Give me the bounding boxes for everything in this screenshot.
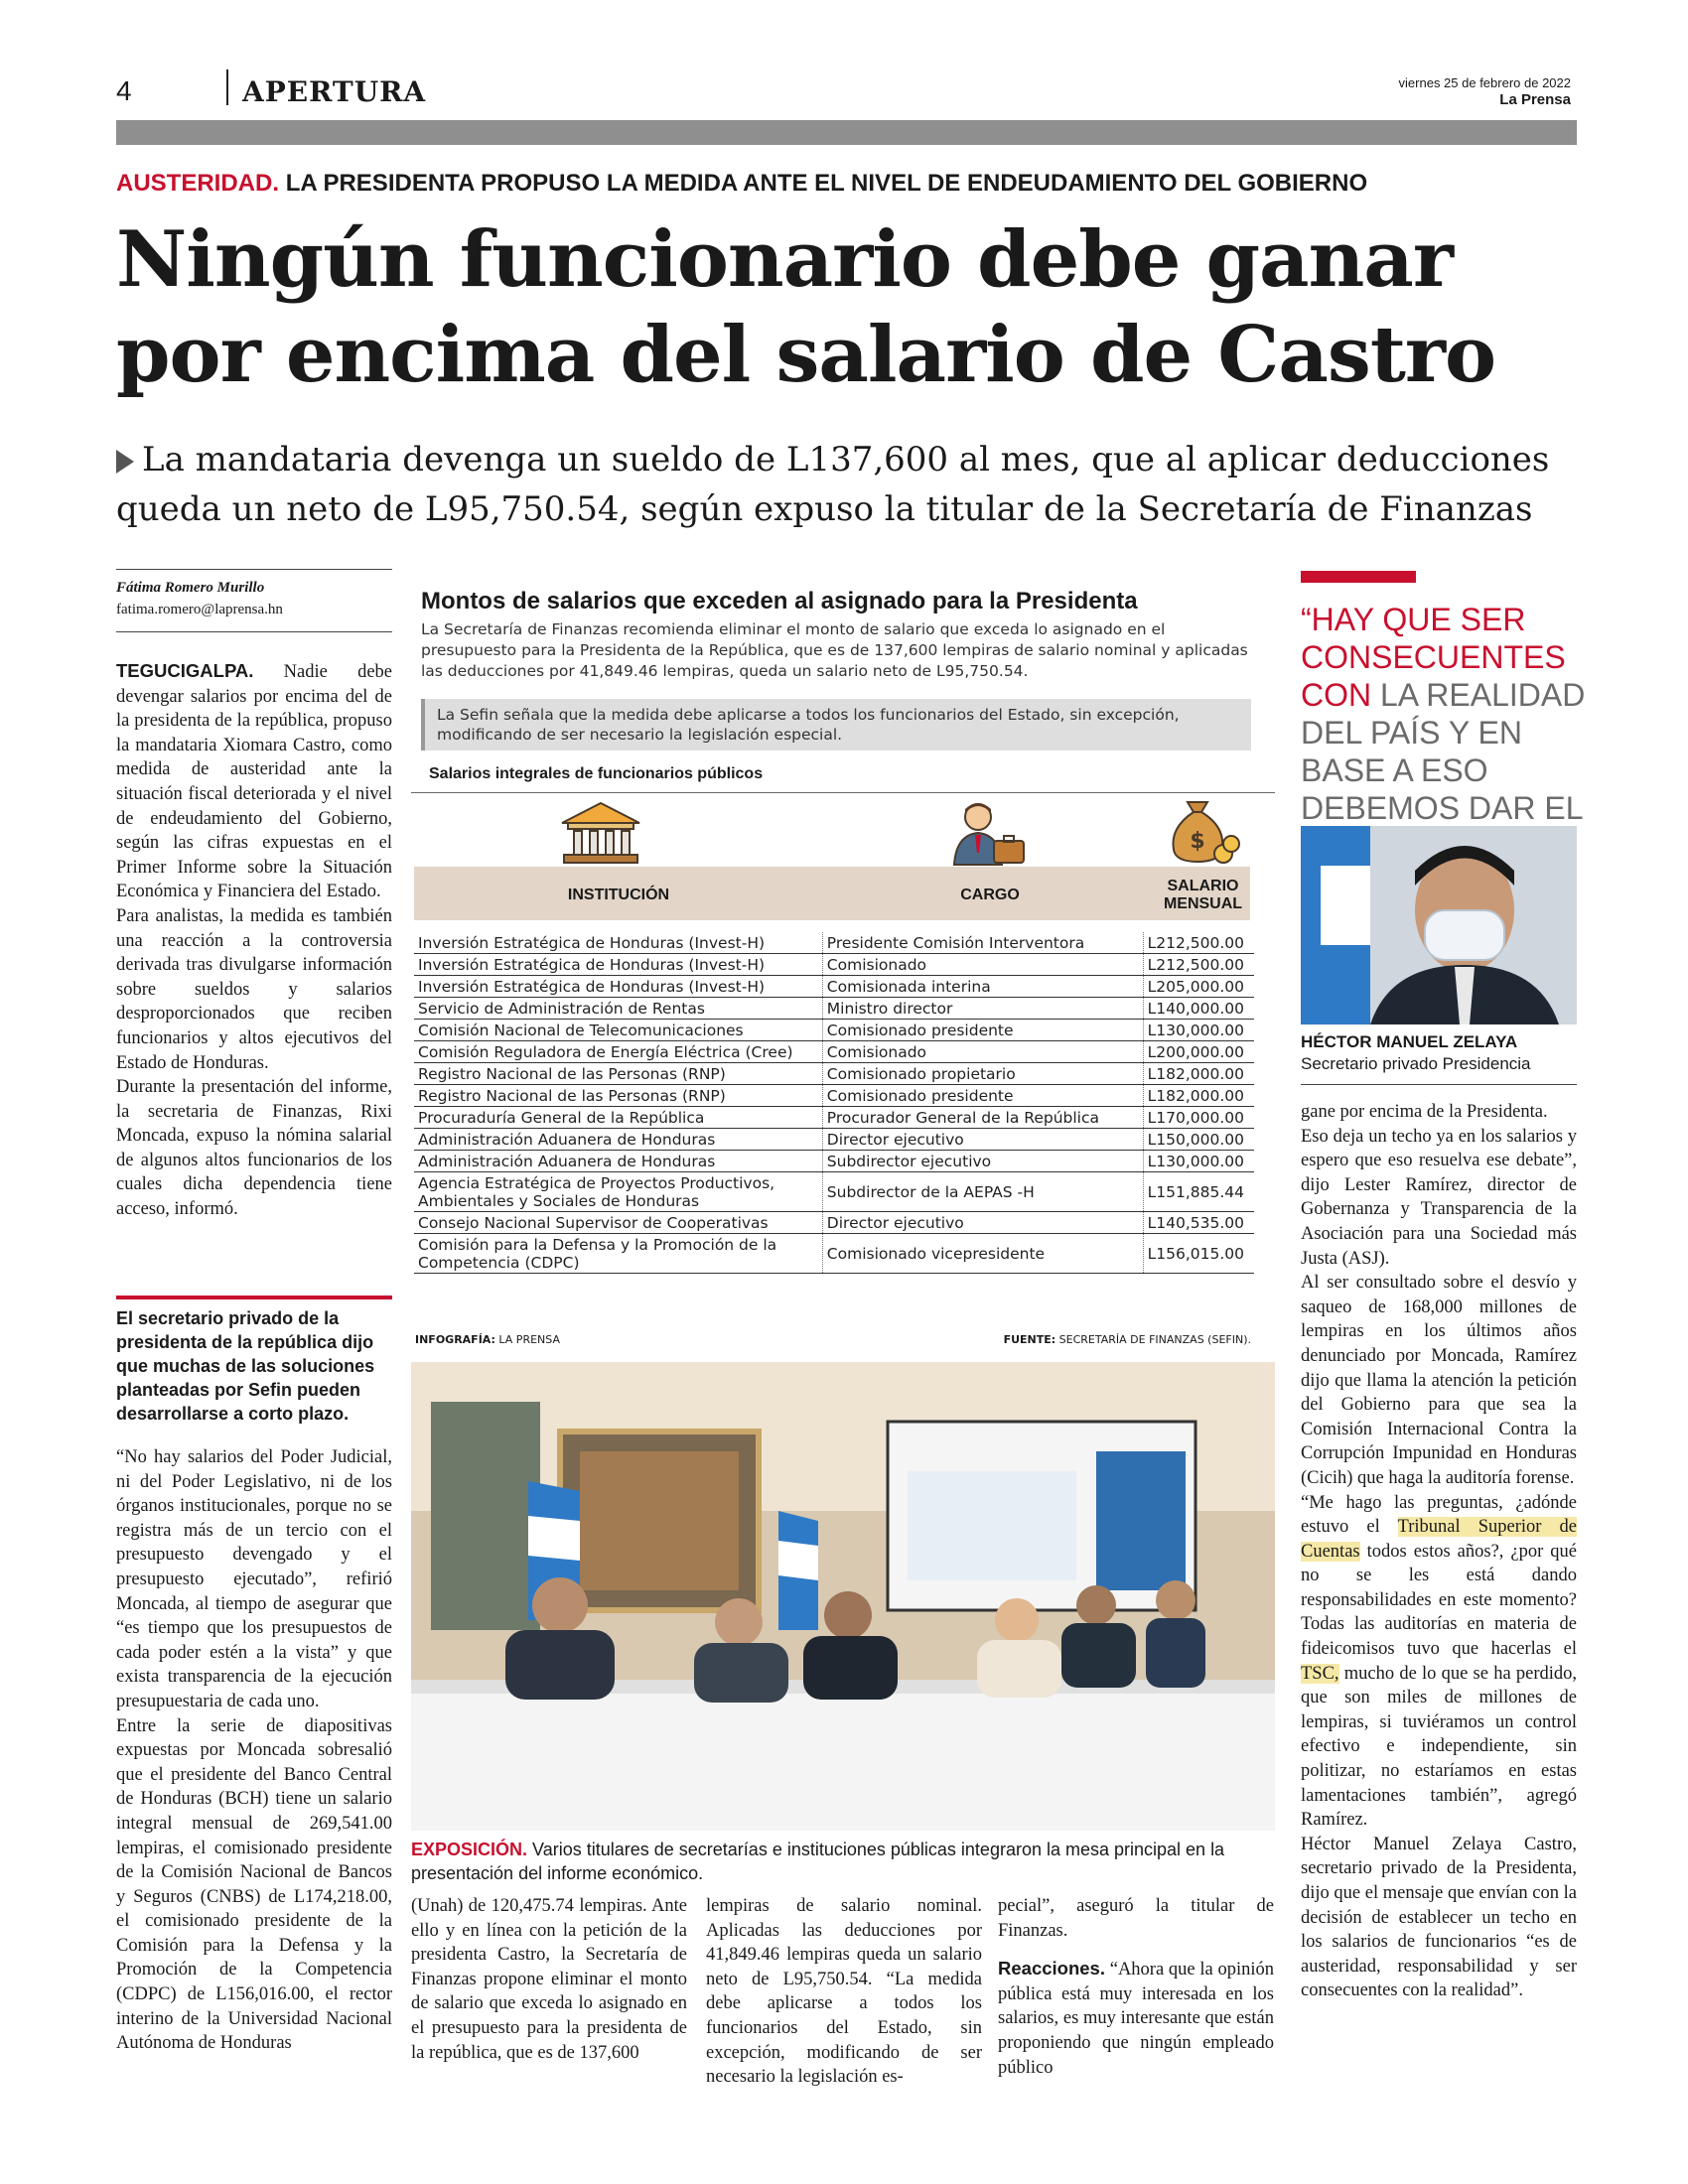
cell-institucion: Inversión Estratégica de Honduras (Invest-H)	[414, 954, 822, 976]
cell-salario: L170,000.00	[1143, 1107, 1254, 1129]
infographic-rule	[411, 792, 1275, 793]
cell-institucion: Registro Nacional de las Personas (RNP)	[414, 1063, 822, 1085]
cell-institucion: Administración Aduanera de Honduras	[414, 1151, 822, 1172]
cell-cargo: Comisionado presidente	[822, 1085, 1143, 1107]
body-paragraph: Para analistas, la medida es también una reacción a la controversia derivada tras divulgarse información sobre sueldos y salarios desproporcionados que reciben funcionarios y altos ejecutivos del Estado de Honduras.	[116, 905, 392, 1073]
infographic-note: La Sefin señala que la medida debe aplicarse a todos los funcionarios del Estado, sin excepción, modificando de ser necesario la legislación especial.	[421, 699, 1251, 751]
infographic-subtitle: Salarios integrales de funcionarios públicos	[429, 765, 764, 782]
table-row	[414, 1151, 1254, 1172]
column-header-salario: SALARIO MENSUAL	[1163, 878, 1243, 912]
body-column-3	[706, 1894, 982, 2090]
highlight-tsc: Tribunal Superior de Cuentas	[1301, 1517, 1577, 1562]
cell-institucion: Agencia Estratégica de Proyectos Productivos, Ambientales y Sociales de Honduras	[414, 1172, 822, 1212]
cell-institucion: Inversión Estratégica de Honduras (Invest-H)	[414, 932, 822, 954]
body-paragraph: Héctor Manuel Zelaya Castro, secretario privado de la Presidenta, dijo que el mensaje que envían con la decisión de establecer un techo en los salarios de funcionarios “es de austeridad, responsabilidad y ser consecuentes con la realidad”.	[1301, 1834, 1577, 2001]
source-label: FUENTE:	[1003, 1333, 1056, 1346]
cell-institucion: Inversión Estratégica de Honduras (Invest-H)	[414, 976, 822, 998]
portrait-role: Secretario privado Presidencia	[1301, 1054, 1531, 1073]
table-row	[414, 1129, 1254, 1151]
cell-cargo: Comisionado	[822, 1041, 1143, 1063]
cell-cargo: Director ejecutivo	[822, 1129, 1143, 1151]
body-column-2	[411, 1894, 687, 2065]
body-column-5	[1301, 1100, 1577, 2003]
column-header-institucion: INSTITUCIÓN	[567, 887, 670, 903]
page-number: 4	[116, 75, 132, 106]
cell-salario: L140,000.00	[1143, 998, 1254, 1020]
cell-institucion: Servicio de Administración de Rentas	[414, 998, 822, 1020]
text-run: mucho de lo que se ha perdido, que son miles de millones de lempiras, si tuviéramos un control efectivo e independiente, sin politizar, no estaríamos en estas lamentaciones también”, agregó Ramírez.	[1301, 1663, 1578, 1831]
body-paragraph: lempiras de salario nominal. Aplicadas las deducciones por 41,849.46 lempiras queda un salario neto de L95,750.54. “La medida debe aplicarse a todos los funcionarios del Estado, sin excepción, modificando de ser necesario la legislación es-	[706, 1896, 982, 2088]
byline-rule	[116, 631, 392, 632]
cell-salario: L182,000.00	[1143, 1085, 1254, 1107]
pull-quote-grey: LA REALIDAD DEL PAÍS Y EN BASE A ESO DEBEMOS DAR EL	[1301, 677, 1586, 826]
cell-salario: L156,015.00	[1143, 1234, 1254, 1274]
deck	[116, 435, 1586, 534]
table-row	[414, 1020, 1254, 1041]
pull-quote-red: “HAY QUE SER CONSECUENTES CON	[1301, 602, 1566, 713]
quote-rule	[1301, 571, 1416, 583]
body-paragraph: Eso deja un techo ya en los salarios y espero que eso resuelva ese debate”, dijo Lester Ramírez, director de Gobernanza y Transparencia de la Asociación para una Sociedad más Justa (ASJ).	[1301, 1126, 1577, 1269]
infographic-credit	[415, 1333, 560, 1346]
cell-salario: L182,000.00	[1143, 1063, 1254, 1085]
pull-rule	[116, 1296, 392, 1299]
headline-line-1: Ningún funcionario debe ganar	[116, 214, 1453, 305]
table-row	[414, 932, 1254, 954]
text-run: todos estos años?, ¿por qué no se les está dando responsabilidades en este momento? Todas las auditorías en materia de fideicomisos tuvo que hacerlas el	[1301, 1541, 1578, 1660]
header-band	[116, 120, 1577, 145]
cell-salario: L150,000.00	[1143, 1129, 1254, 1151]
svg-text:$: $	[1190, 829, 1205, 854]
officer-icon	[948, 799, 1028, 867]
credit-value: LA PRENSA	[498, 1333, 560, 1346]
cell-salario: L200,000.00	[1143, 1041, 1254, 1063]
subhead: Reacciones.	[998, 1958, 1105, 1979]
author-email[interactable]: fatima.romero@laprensa.hn	[116, 602, 283, 617]
credit-label: INFOGRAFÍA:	[415, 1333, 495, 1346]
table-row	[414, 1234, 1254, 1274]
kicker-text: LA PRESIDENTA PROPUSO LA MEDIDA ANTE EL NIVEL DE ENDEUDAMIENTO DEL GOBIERNO	[285, 170, 1368, 197]
table-row	[414, 998, 1254, 1020]
portrait-photo	[1301, 826, 1577, 1024]
body-paragraph: (Unah) de 120,475.74 lempiras. Ante ello y en línea con la petición de la presidenta Castro, la Secretaría de Finanzas propone eliminar el monto de salario que exceda lo asignado en el presupuesto para la presidenta de la república, que es de 137,600	[411, 1896, 687, 2063]
cell-institucion: Comisión Nacional de Telecomunicaciones	[414, 1020, 822, 1041]
photo-caption	[411, 1838, 1275, 1885]
cell-salario: L212,500.00	[1143, 932, 1254, 954]
pull-summary	[116, 1306, 392, 1426]
cell-salario: L130,000.00	[1143, 1151, 1254, 1172]
author-name: Fátima Romero Murillo	[116, 580, 265, 596]
cell-institucion: Registro Nacional de las Personas (RNP)	[414, 1085, 822, 1107]
headline-line-2: por encima del salario de Castro	[116, 310, 1495, 400]
section-title: APERTURA	[242, 75, 427, 108]
cell-cargo: Comisionado presidente	[822, 1020, 1143, 1041]
table-row	[414, 1063, 1254, 1085]
caption-label: EXPOSICIÓN.	[411, 1840, 528, 1859]
money-bag-icon	[1162, 794, 1241, 866]
table-row	[414, 976, 1254, 998]
highlight-tsc-abbrev: TSC,	[1301, 1663, 1339, 1684]
cell-institucion: Comisión para la Defensa y la Promoción de la Competencia (CDPC)	[414, 1234, 822, 1274]
newspaper-name: La Prensa	[1499, 91, 1571, 108]
table-row	[414, 1085, 1254, 1107]
infographic-title: Montos de salarios que exceden al asignado para la Presidenta	[421, 588, 1138, 614]
cell-cargo: Director ejecutivo	[822, 1212, 1143, 1234]
infographic-intro: La Secretaría de Finanzas recomienda eliminar el monto de salario que exceda lo asignado en el presupuesto para la Presidenta de la República, que es de 137,600 lempiras de salario nominal y aplicadas las deducciones por 41,849.46 lempiras, queda un salario neto de L95,750.54.	[421, 620, 1248, 680]
portrait-name: HÉCTOR MANUEL ZELAYA	[1301, 1032, 1518, 1051]
infographic-source	[1004, 1333, 1251, 1346]
cell-cargo: Comisionado propietario	[822, 1063, 1143, 1085]
cell-cargo: Comisionado	[822, 954, 1143, 976]
body-paragraph: Nadie debe devengar salarios por encima del de la presidenta de la república, propuso la mandataria Xiomara Castro, como medida de austeridad ante la situación fiscal deteriorada y el nivel de endeudamiento del Gobierno, según las cifras expuestas en el Primer Informe sobre la Situación Económica y Financiera del Estado.	[116, 662, 392, 902]
issue-date: viernes 25 de febrero de 2022	[1398, 75, 1571, 90]
table-row	[414, 1212, 1254, 1234]
body-paragraph: Entre la serie de diapositivas expuestas por Moncada sobresalió que el presidente del Banco Central de Honduras (BCH) tiene un salario integral mensual de 269,541.00 lempiras, el comisionado presidente de la Comisión Nacional de Bancos y Seguros (CNBS) de L174,218.00, el comisionado presidente de la Comisión para la Defensa y la Promoción de la Competencia (CDPC) de L156,016.00, el rector interino de la Universidad Nacional Autónoma de Honduras	[116, 1715, 392, 2054]
body-paragraph: Al ser consultado sobre el desvío y saqueo de 168,000 millones de lempiras en los últimos años denunciado por Moncada, Ramírez dijo que llama la atención la petición del Gobierno para que sea la Comisión Internacional Contra la Corrupción Impunidad en Honduras (Cicih) que haga la auditoría forense.	[1301, 1273, 1577, 1488]
cell-cargo: Subdirector ejecutivo	[822, 1151, 1143, 1172]
triangle-bullet-icon	[116, 450, 134, 474]
cell-institucion: Comisión Reguladora de Energía Eléctrica (Cree)	[414, 1041, 822, 1063]
table-row	[414, 1041, 1254, 1063]
cell-cargo: Presidente Comisión Interventora	[822, 932, 1143, 954]
cell-institucion: Procuraduría General de la República	[414, 1107, 822, 1129]
table-row	[414, 1172, 1254, 1212]
caption-text: Varios titulares de secretarías e instituciones públicas integraron la mesa principal en la presentación del informe económico.	[411, 1840, 1225, 1883]
cell-salario: L130,000.00	[1143, 1020, 1254, 1041]
source-value: SECRETARÍA DE FINANZAS (SEFIN).	[1058, 1333, 1251, 1346]
kicker-label: AUSTERIDAD.	[116, 170, 280, 197]
column-header-cargo: CARGO	[960, 887, 1020, 903]
body-column-1-continued	[116, 1445, 392, 2056]
cell-cargo: Ministro director	[822, 998, 1143, 1020]
body-paragraph: “No hay salarios del Poder Judicial, ni del Poder Legislativo, ni de los órganos institucionales, porque no se registra más de un tercio con el presupuesto devengado y el presupuesto ejecutado”, refirió Moncada, al tiempo de asegurar que “es tiempo que los presupuestos de cada poder estén a la vista” y que exista transparencia de la ejecución presupuestaria de cada uno.	[116, 1447, 392, 1711]
body-paragraph: Durante la presentación del informe, la secretaria de Finanzas, Rixi Moncada, expuso la nómina salarial de algunos altos funcionarios de los cuales dicha dependencia tiene acceso, informó.	[116, 1077, 392, 1220]
deck-text: La mandataria devenga un sueldo de L137,600 al mes, que al aplicar deducciones queda un neto de L95,750.54, según expuso la titular de la Secretaría de Finanzas	[116, 440, 1550, 529]
table-row	[414, 1107, 1254, 1129]
body-column-1	[116, 659, 392, 1222]
pull-summary-text: El secretario privado de la presidenta de la república dijo que muchas de las soluciones planteadas por Sefin pueden desarrollarse a corto plazo.	[116, 1308, 375, 1424]
kicker	[116, 170, 1367, 198]
cell-cargo: Comisionada interina	[822, 976, 1143, 998]
cell-salario: L212,500.00	[1143, 954, 1254, 976]
cell-cargo: Comisionado vicepresidente	[822, 1234, 1143, 1274]
headline	[116, 212, 1586, 403]
portrait-rule	[1301, 1084, 1577, 1085]
body-paragraph: “Ahora que la opinión pública está muy interesada en los salarios, es muy interesante que están proponiendo que ningún empleado público	[998, 1960, 1274, 2078]
building-icon	[556, 799, 645, 867]
event-photo	[411, 1362, 1275, 1831]
table-row	[414, 954, 1254, 976]
cell-salario: L205,000.00	[1143, 976, 1254, 998]
cell-salario: L140,535.00	[1143, 1212, 1254, 1234]
body-paragraph	[1301, 1491, 1577, 1833]
body-paragraph: pecial”, aseguró la titular de Finanzas.	[998, 1896, 1274, 1941]
cell-cargo: Subdirector de la AEPAS -H	[822, 1172, 1143, 1212]
body-paragraph: gane por encima de la Presidenta.	[1301, 1102, 1548, 1122]
cell-institucion: Consejo Nacional Supervisor de Cooperativas	[414, 1212, 822, 1234]
cell-salario: L151,885.44	[1143, 1172, 1254, 1212]
dateline: TEGUCIGALPA.	[116, 660, 254, 681]
cell-cargo: Procurador General de la República	[822, 1107, 1143, 1129]
text-run: “Me hago las preguntas, ¿adónde estuvo el	[1301, 1492, 1577, 1538]
cell-institucion: Administración Aduanera de Honduras	[414, 1129, 822, 1151]
byline-rule	[116, 569, 392, 570]
salary-table	[414, 932, 1254, 1274]
body-column-4	[998, 1894, 1274, 2080]
header-divider	[226, 69, 228, 105]
